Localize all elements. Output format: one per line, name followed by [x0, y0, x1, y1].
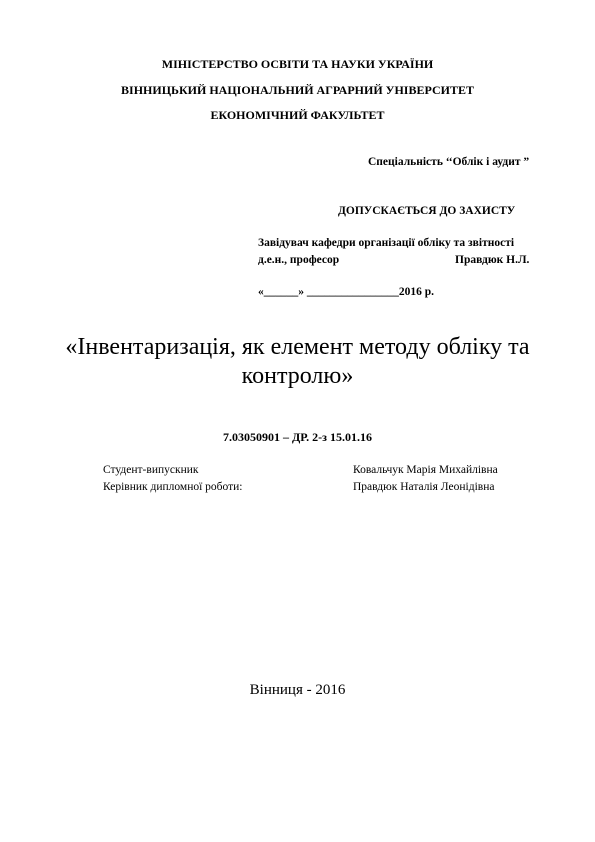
department-head-title: Завідувач кафедри організації обліку та звітності [258, 237, 515, 249]
faculty-heading: ЕКОНОМІЧНИЙ ФАКУЛЬТЕТ [210, 108, 385, 122]
thesis-title-line-2: контролю» [241, 363, 354, 389]
approval-heading: ДОПУСКАЄТЬСЯ ДО ЗАХИСТУ [338, 205, 516, 217]
student-name: Ковальчук Марія Михайлівна [353, 464, 498, 476]
document-code: 7.03050901 – ДР. 2-з 15.01.16 [223, 430, 372, 444]
ministry-heading: МІНІСТЕРСТВО ОСВІТИ ТА НАУКИ УКРАЇНИ [161, 57, 434, 71]
university-heading: ВІННИЦЬКИЙ НАЦІОНАЛЬНИЙ АГРАРНИЙ УНІВЕРСИТЕТ [121, 83, 474, 97]
approval-date-line: «______» ________________2016 р. [258, 286, 435, 298]
specialty-line: Спеціальність ‘‘Облік і аудит ” [368, 156, 530, 168]
supervisor-name: Правдюк Наталія Леонідівна [353, 481, 495, 493]
city-year-footer: Вінниця - 2016 [249, 682, 346, 698]
supervisor-role-label: Керівник дипломної роботи: [103, 481, 243, 493]
thesis-title-line-1: «Інвентаризація, як елемент методу обліку та [65, 334, 530, 360]
student-role-label: Студент-випускник [103, 464, 199, 476]
department-head-position: д.е.н., професор [258, 254, 340, 266]
department-head-name: Правдюк Н.Л. [455, 254, 530, 266]
